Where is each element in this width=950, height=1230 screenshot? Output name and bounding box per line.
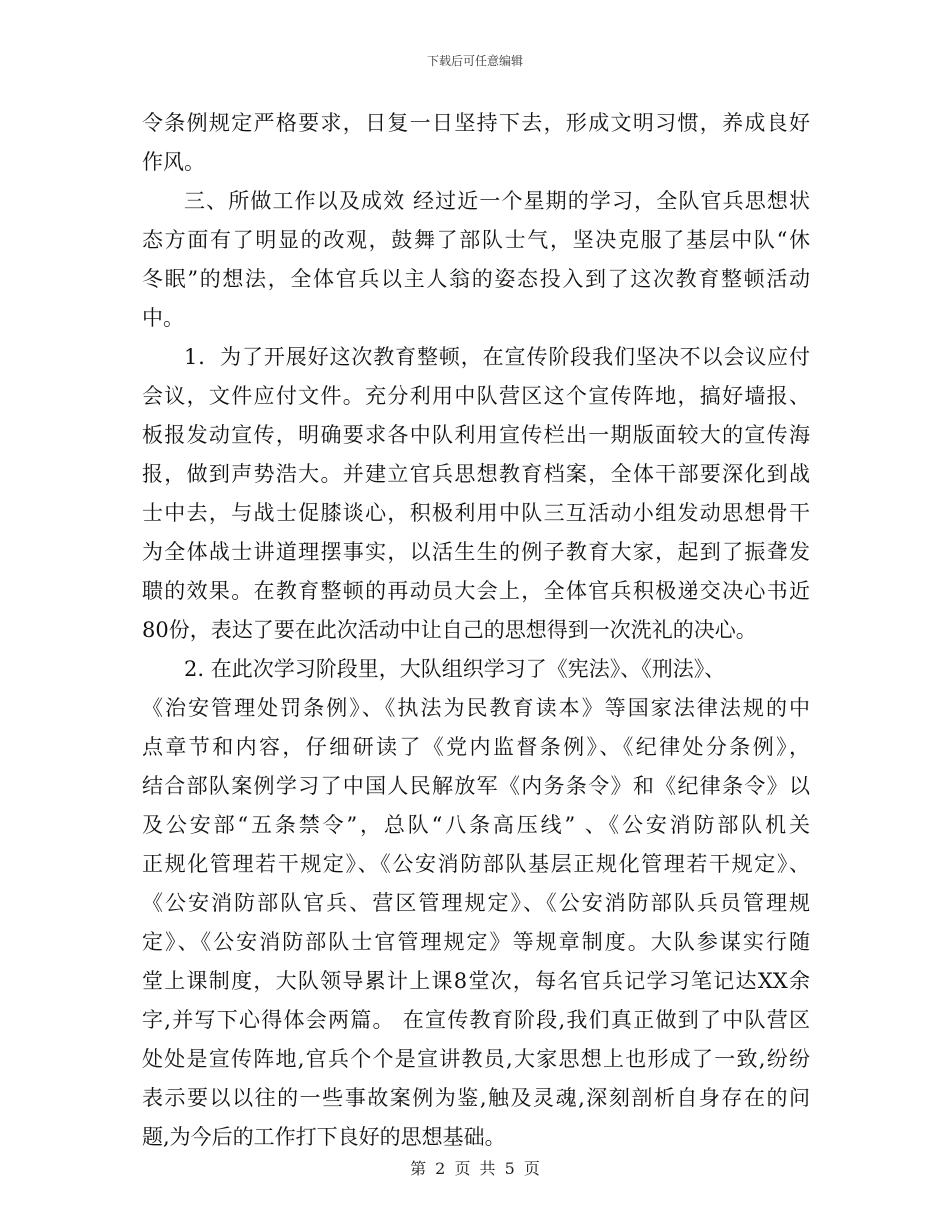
paragraph-continuation: [142, 104, 810, 182]
text-line: 冬眠”的想法，全体官兵以主人翁的姿态投入到了这次教育整顿活动: [142, 267, 810, 291]
text-line: 80份，表达了要在此次活动中让自己的思想得到一次洗礼的决心。: [142, 618, 757, 642]
document-body: [142, 104, 810, 1157]
text-line: 士中去，与战士促膝谈心，积极利用中队三互活动小组发动思想骨干: [142, 501, 810, 525]
text-line: 结合部队案例学习了中国人民解放军《内务条令》和《纪律条令》以: [142, 774, 810, 798]
text-line: 《公安消防部队官兵、营区管理规定》、《公安消防部队兵员管理规: [142, 891, 810, 915]
text-line: 中。: [142, 306, 184, 330]
text-line: 会议，文件应付文件。充分利用中队营区这个宣传阵地，搞好墙报、: [142, 384, 810, 408]
text-line: 三、所做工作以及成效 经过近一个星期的学习，全队官兵思想状: [184, 189, 810, 213]
text-line: 板报发动宣传，明确要求各中队利用宣传栏出一期版面较大的宣传海: [142, 423, 810, 447]
paragraph-item-one: [142, 338, 810, 650]
text-line: 1．为了开展好这次教育整顿，在宣传阶段我们坚决不以会议应付: [184, 345, 810, 369]
paragraph-item-two: [142, 650, 810, 1157]
text-line: 题,为今后的工作打下良好的思想基础。: [142, 1125, 506, 1149]
text-line: 作风。: [142, 150, 205, 174]
text-line: 点章节和内容，仔细研读了《党内监督条例》、《纪律处分条例》，: [142, 735, 810, 759]
text-line: 报，做到声势浩大。并建立官兵思想教育档案，全体干部要深化到战: [142, 462, 810, 486]
text-line: 定》、《公安消防部队士官管理规定》等规章制度。大队参谋实行随: [142, 930, 810, 954]
text-line: 令条例规定严格要求，日复一日坚持下去，形成文明习惯，养成良好: [142, 111, 810, 135]
paragraph-section-three: [142, 182, 810, 338]
text-line: 为全体战士讲道理摆事实，以活生生的例子教育大家，起到了振聋发: [142, 540, 810, 564]
text-line: 态方面有了明显的改观，鼓舞了部队士气，坚决克服了基层中队“休: [142, 228, 810, 252]
text-line: 正规化管理若干规定》、《公安消防部队基层正规化管理若干规定》、: [142, 852, 810, 876]
text-line: 字,并写下心得体会两篇。 在宣传教育阶段,我们真正做到了中队营区: [142, 1008, 810, 1032]
text-line: 及公安部“五条禁令”，总队“八条高压线” 、《公安消防部队机关: [142, 813, 810, 837]
text-line: 2. 在此次学习阶段里，大队组织学习了《宪法》、《刑法》、: [184, 657, 726, 681]
text-line: 处处是宣传阵地,官兵个个是宣讲教员,大家思想上也形成了一致,纷纷: [142, 1047, 810, 1071]
text-line: 表示要以以往的一些事故案例为鉴,触及灵魂,深刻剖析自身存在的问: [142, 1086, 810, 1110]
text-line: 聩的效果。在教育整顿的再动员大会上，全体官兵积极递交决心书近: [142, 579, 810, 603]
page-header: 下载后可任意编辑: [426, 54, 523, 68]
text-line: 堂上课制度，大队领导累计上课8堂次，每名官兵记学习笔记达XX余: [142, 969, 810, 993]
page-number-footer: 第 2 页 共 5 页: [410, 1159, 540, 1178]
text-line: 《治安管理处罚条例》、《执法为民教育读本》等国家法律法规的中: [142, 696, 810, 720]
